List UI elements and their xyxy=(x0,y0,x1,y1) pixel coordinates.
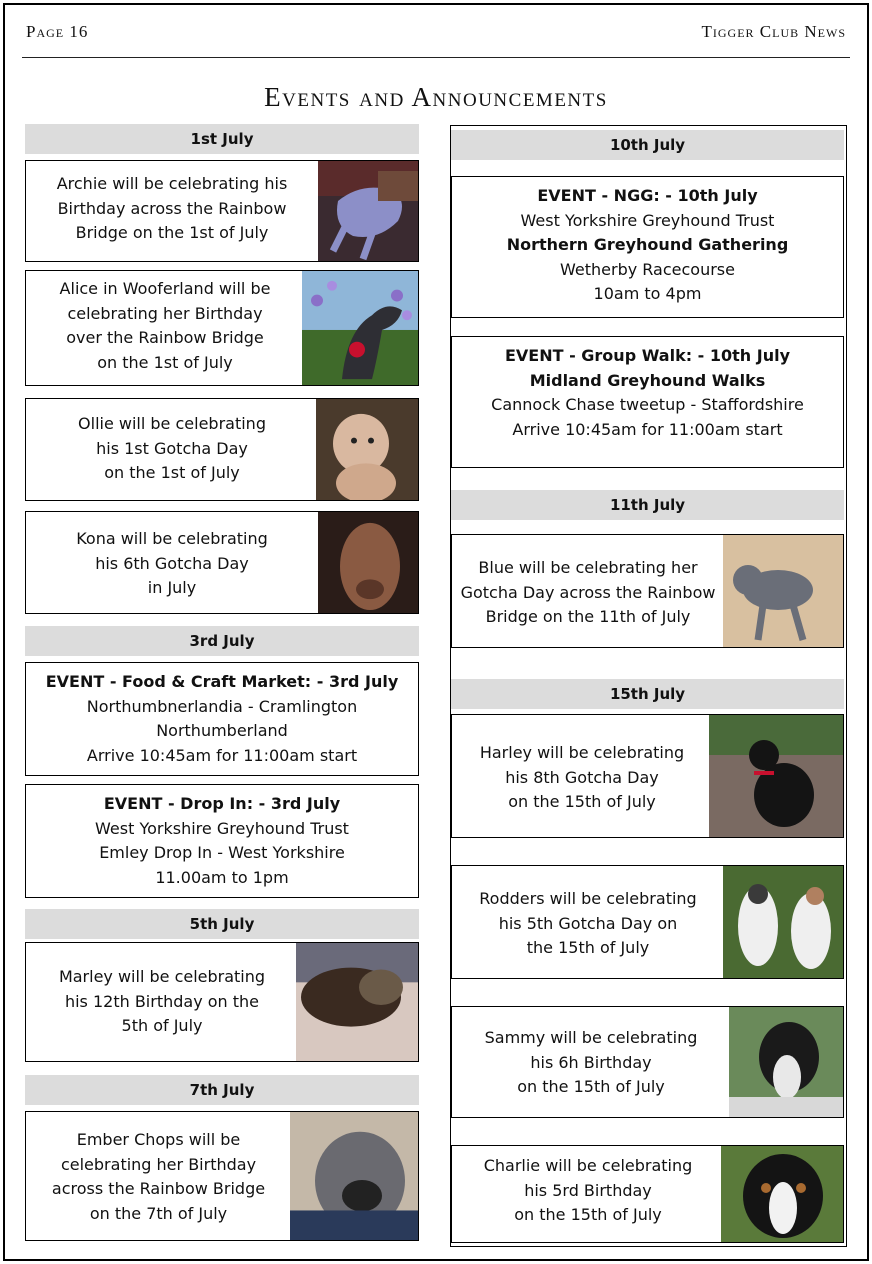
announcement-text: Charlie will be celebrating his 5rd Birthday on the 15th of July xyxy=(483,1156,693,1224)
event-text: EVENT - Food & Craft Market: - 3rd July Northumbnerlandia - Cramlington Northumberland Arrive 10:45am for 11:00am start xyxy=(45,672,399,765)
announcement-sammy xyxy=(451,1006,844,1118)
announcement-charlie xyxy=(451,1145,844,1243)
announcement-text: Archie will be celebrating his Birthday across the Rainbow Bridge on the 1st of July xyxy=(56,174,288,242)
date-heading: 1st July xyxy=(25,124,419,154)
cat-photo xyxy=(296,943,418,1061)
black-dog-photo xyxy=(709,715,843,837)
event-text: EVENT - Drop In: - 3rd July West Yorkshire Greyhound Trust Emley Drop In - West Yorkshire 11.00am to 1pm xyxy=(95,794,349,887)
poodle-photo xyxy=(316,399,418,500)
event-drop-in xyxy=(25,784,419,898)
announcement-text: Alice in Wooferland will be celebrating her Birthday over the Rainbow Bridge on the 1st of July xyxy=(59,279,271,372)
announcement-archie xyxy=(25,160,419,262)
announcement-blue xyxy=(451,534,844,648)
date-heading: 7th July xyxy=(25,1075,419,1105)
announcement-text: Sammy will be celebrating his 6h Birthday on the 15th of July xyxy=(484,1028,698,1096)
announcement-text: Kona will be celebrating his 6th Gotcha Day in July xyxy=(76,529,268,597)
announcement-text: Harley will be celebrating his 8th Gotcha Day on the 15th of July xyxy=(479,743,685,811)
date-heading: 15th July xyxy=(451,679,844,709)
event-group-walk xyxy=(451,336,844,468)
announcement-text: Marley will be celebrating his 12th Birthday on the 5th of July xyxy=(58,967,266,1035)
event-text: EVENT - Group Walk: - 10th July Midland Greyhound Walks Cannock Chase tweetup - Staffordshire Arrive 10:45am for 11:00am start xyxy=(491,346,804,439)
event-food-craft-market xyxy=(25,662,419,776)
announcement-rodders xyxy=(451,865,844,979)
page-title: Events and Announcements xyxy=(264,82,608,112)
dog-closeup-photo xyxy=(290,1112,418,1240)
announcement-text: Ember Chops will be celebrating her Birthday across the Rainbow Bridge on the 7th of July xyxy=(51,1130,266,1223)
announcement-harley xyxy=(451,714,844,838)
event-northern-greyhound-gathering xyxy=(451,176,844,318)
header-rule xyxy=(22,57,850,58)
announcement-text: Blue will be celebrating her Gotcha Day across the Rainbow Bridge on the 11th of July xyxy=(460,558,716,626)
two-dogs-photo xyxy=(723,866,843,978)
announcement-ollie xyxy=(25,398,419,501)
date-heading: 5th July xyxy=(25,909,419,939)
tricolour-dog-photo xyxy=(721,1146,843,1242)
date-heading: 3rd July xyxy=(25,626,419,656)
grey-lurcher-photo xyxy=(723,535,843,647)
announcement-marley xyxy=(25,942,419,1062)
announcement-text: Rodders will be celebrating his 5th Gotcha Day on the 15th of July xyxy=(479,889,697,957)
announcement-kona xyxy=(25,511,419,614)
date-heading: 11th July xyxy=(451,490,844,520)
announcement-alice xyxy=(25,270,419,386)
announcement-text: Ollie will be celebrating his 1st Gotcha Day on the 1st of July xyxy=(78,414,266,482)
page-number: Page 16 xyxy=(26,22,89,41)
greyhound-flowers-photo xyxy=(302,271,418,385)
greyhound-lying-photo xyxy=(318,161,418,261)
brown-poodle-photo xyxy=(318,512,418,613)
spaniel-photo xyxy=(729,1007,843,1117)
newsletter-name: Tigger Club News xyxy=(701,22,846,41)
event-text: EVENT - NGG: - 10th July West Yorkshire Greyhound Trust Northern Greyhound Gathering Wetherby Racecourse 10am to 4pm xyxy=(506,186,789,303)
date-heading: 10th July xyxy=(451,130,844,160)
announcement-ember-chops xyxy=(25,1111,419,1241)
